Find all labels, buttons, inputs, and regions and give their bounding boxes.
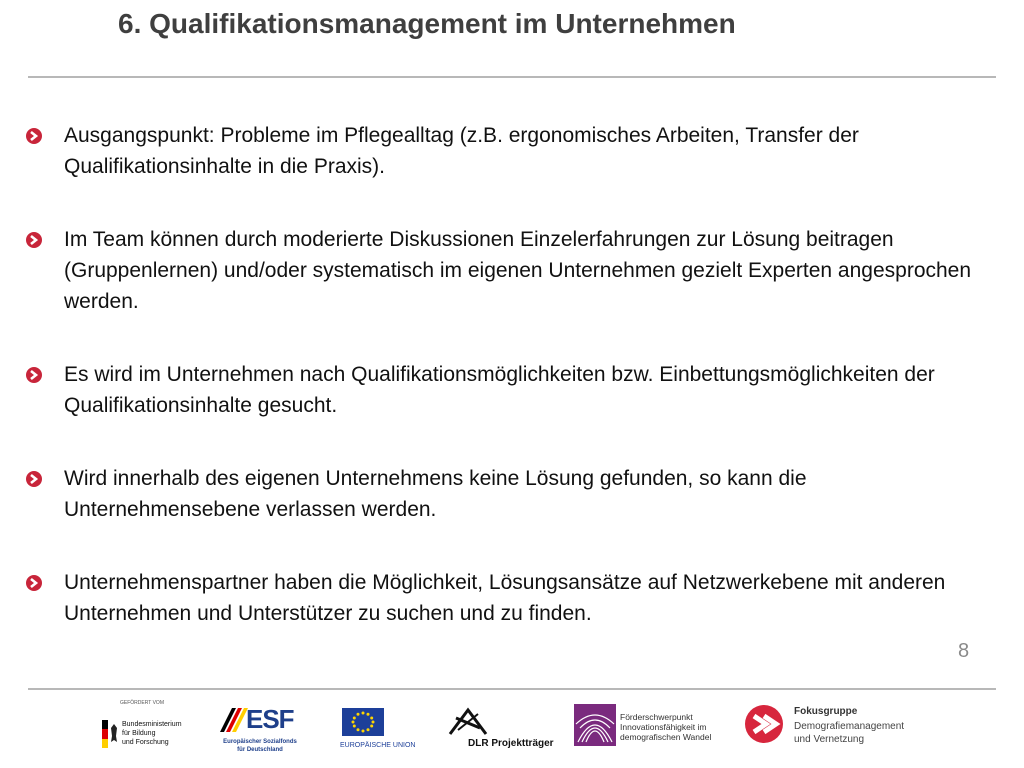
bmbf-name: Bundesministerium für Bildung und Forschung	[122, 721, 182, 746]
esf-subtitle: Europäischer Sozialfonds für Deutschland	[223, 739, 297, 753]
bullet-text: Im Team können durch moderierte Diskussionen Einzelerfahrungen zur Lösung beitragen (Gruppenlernen) und/oder systematisch im eigenen Unternehmen gezielt Experten angesprochen werden.	[64, 228, 972, 313]
esf-logo	[218, 704, 302, 762]
red-chevron-bullet-icon	[26, 232, 42, 248]
bullet-text: Es wird im Unternehmen nach Qualifikationsmöglichkeiten bzw. Einbettungsmöglichkeiten der Qualifikationsinhalte gesucht.	[64, 363, 935, 417]
foerderschwerpunkt-logo	[574, 704, 724, 752]
eu-flag-icon	[342, 708, 384, 736]
bullet-item	[26, 567, 986, 629]
bullet-item	[26, 224, 986, 317]
bullet-list	[26, 120, 986, 629]
dlr-logo	[446, 704, 556, 754]
bullet-text: Unternehmenspartner haben die Möglichkeit, Lösungsansätze auf Netzwerkebene mit anderen Unternehmen und Unterstützer zu suchen und zu finden.	[64, 571, 946, 625]
bullet-item	[26, 359, 986, 421]
dlr-mark-icon	[446, 704, 490, 740]
page-number: 8	[958, 640, 970, 662]
fokusgruppe-subtitle: Demografiemanagement und Vernetzung	[794, 721, 905, 745]
fokusgruppe-title: Fokusgruppe	[794, 706, 858, 717]
red-chevron-bullet-icon	[26, 128, 42, 144]
esf-wordmark: ESF	[246, 704, 294, 734]
esf-stripes-icon	[218, 704, 248, 734]
bullet-text: Wird innerhalb des eigenen Unternehmens keine Lösung gefunden, so kann die Unternehmensebene verlassen werden.	[64, 467, 807, 521]
eu-logo	[340, 708, 432, 756]
eagle-icon	[110, 722, 118, 746]
foerderschwerpunkt-text: Förderschwerpunkt Innovationsfähigkeit im demografischen Wandel	[620, 712, 712, 742]
sponsor-logo-bar	[0, 690, 1024, 768]
eu-label: EUROPÄISCHE UNION	[340, 742, 416, 749]
bullet-item	[26, 120, 986, 182]
slide-title: 6. Qualifikationsmanagement im Unternehmen	[118, 8, 736, 39]
dlr-label: DLR Projektträger	[468, 738, 554, 749]
bmbf-funding-label: GEFÖRDERT VOM	[120, 700, 164, 706]
red-arrow-circle-icon	[744, 704, 784, 744]
bullet-item	[26, 463, 986, 525]
purple-swirl-icon	[574, 704, 616, 746]
title-divider	[28, 76, 996, 78]
bmbf-logo	[96, 700, 186, 762]
german-flag-icon	[102, 720, 108, 748]
red-chevron-bullet-icon	[26, 575, 42, 591]
red-chevron-bullet-icon	[26, 471, 42, 487]
fokusgruppe-logo	[744, 704, 924, 752]
bullet-text: Ausgangspunkt: Probleme im Pflegealltag (z.B. ergonomisches Arbeiten, Transfer der Qualifikationsinhalte in die Praxis).	[64, 124, 859, 178]
red-chevron-bullet-icon	[26, 367, 42, 383]
